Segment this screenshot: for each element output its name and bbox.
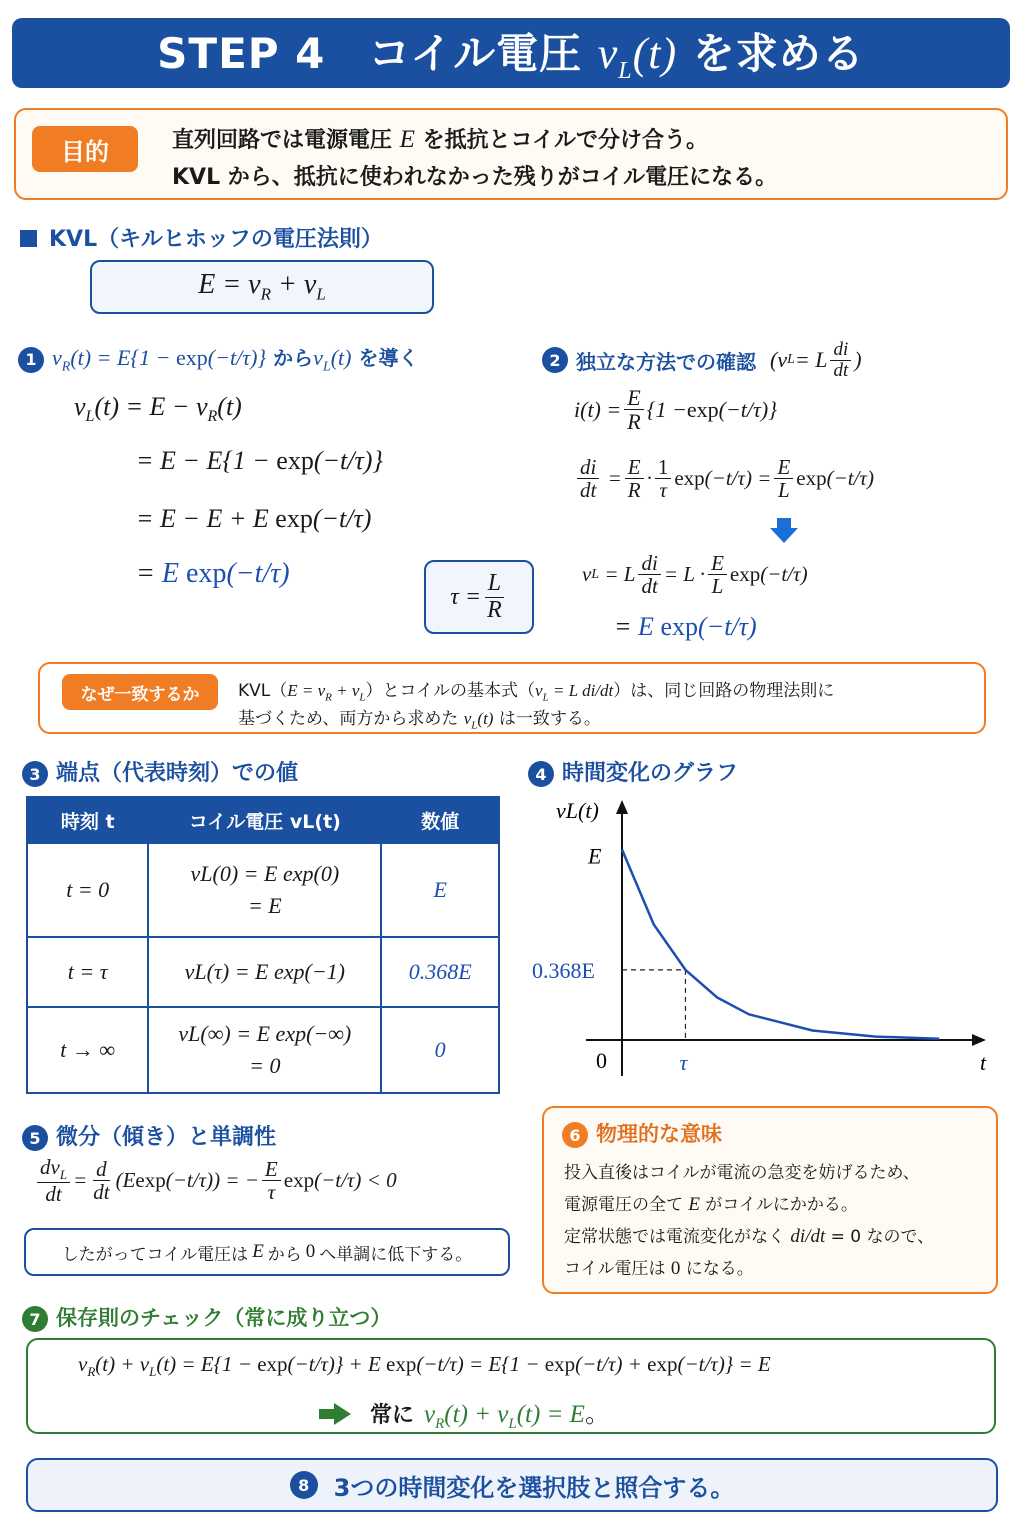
s7-conclusion-prefix: 常に [370, 1403, 415, 1428]
s2-didt-eq: $\frac{di}{dt}$ = $\frac{E}{R}$ · $\frac{1}{\tau}$ exp (−t/τ) = $\frac{E}{L}$ exp (−t/τ) [574, 456, 874, 501]
table-header-row [27, 797, 499, 843]
s1-line-1: $v_L(t) = E - v_R(t)$ [74, 392, 242, 426]
s1-line-2: = E − E{1 − exp(−t/τ)} [136, 446, 383, 475]
kvl-formula-box [90, 260, 434, 314]
s6-line-2: 電源電圧の全て E がコイルにかかる。 [564, 1194, 858, 1215]
final-step-box [26, 1458, 998, 1512]
decay-chart [524, 790, 1004, 1090]
s2-vl-eq: v L = L $\frac{di}{dt}$ = L · $\frac{E}{L}$ exp (−t/τ) [582, 551, 808, 599]
s1-line-3: = E − E + E exp(−t/τ) [136, 504, 372, 533]
why-line-1: $KVL(E = v_R + v_L)$とコイルの基本式（$v_L = L$ di/dt）は、同じ回路の物理法則に [238, 681, 835, 704]
table-cell-value: 0 [381, 1007, 499, 1093]
why-line-2: 基づくため、両方から求めた $v_L(t)$ は一致する。 [238, 709, 601, 732]
table-row [27, 1007, 499, 1093]
table-cell-time: t = 0 [27, 843, 148, 937]
s1-heading: 1 $v_R(t) = E\{1 - \exp(-t/\tau)\}$ から$v_L(t)$ を導く [18, 342, 418, 375]
table-cell-expr [148, 843, 381, 937]
number-2-icon: 2 [542, 347, 568, 373]
s2-heading-text: 独立な方法での確認 [576, 349, 756, 374]
page-title-display: STEP 4 コイル電圧 $v_L(t)$ を求める [157, 29, 865, 84]
s6-heading [562, 1118, 722, 1148]
x-axis-label: t [980, 1050, 987, 1075]
s5-formula: $\frac{dv_L}{dt}$ = $\frac{d}{dt}$ (E exp (−t/τ)) = − $\frac{E}{\tau}$ exp (−t/τ) < 0 [34, 1156, 397, 1205]
s6-line-3: 定常状態では電流変化がなく di/dt = 0 なので、 [564, 1226, 935, 1247]
kvl-formula: $E = v_R + v_L$ [198, 269, 326, 304]
table-cell-expr-1: vL(τ) = E exp(−1) [184, 959, 346, 984]
table-cell-expr [148, 1007, 381, 1093]
s2-result: = E exp(−t/τ) [614, 612, 757, 641]
kvl-heading-text: KVL（キルヒホッフの電圧法則） [49, 227, 383, 252]
page-title [12, 18, 1010, 88]
table-cell-expr-2: = E [247, 893, 282, 918]
y-axis-arrow [616, 800, 628, 814]
table-cell-expr-1: vL(∞) = E exp(−∞) [178, 1021, 352, 1047]
s2-heading: 2 独立な方法での確認 (v L = L $\frac{di}{dt}$ ) [542, 340, 862, 381]
y-axis-label: vL(t) [556, 798, 599, 823]
table-row [27, 937, 499, 1007]
x-axis-arrow [972, 1034, 986, 1046]
table-header-voltage: コイル電圧 vL(t) [148, 797, 381, 843]
s4-heading [528, 756, 738, 787]
number-7-icon: 7 [22, 1306, 48, 1332]
origin-label: 0 [596, 1048, 607, 1073]
s2-i-eq: i(t) = $\frac{E}{R}$ {1 − exp (−t/τ)} [574, 385, 778, 435]
table-cell-value: 0.368E [381, 937, 499, 1007]
s7-heading [22, 1302, 391, 1332]
table-header-value: 数値 [381, 797, 499, 843]
number-8-icon: 8 [290, 1471, 318, 1499]
tau-box: τ = $\frac{L}{R}$ [424, 560, 534, 634]
purpose-tag: 目的 [32, 126, 138, 172]
number-4-icon: 4 [528, 761, 554, 787]
s7-equation: $v_R(t) + v_L(t) = E\{1 - \exp(-t/\tau)\} + E$ exp(−t/τ) = E{1 − exp(−t/τ) + exp(−t/τ)} = E [78, 1352, 771, 1380]
s5-note: したがってコイル電圧は E から 0 へ単調に低下する。 [24, 1228, 510, 1276]
table-row [27, 843, 499, 937]
s5-heading [22, 1120, 276, 1151]
table-cell-time: t → ∞ [27, 1007, 148, 1093]
s3-heading-text: 端点（代表時刻）での値 [56, 761, 299, 786]
purpose-line-1: 直列回路では電源電圧 E を抵抗とコイルで分け合う。 [172, 126, 708, 153]
table-cell-value: E [381, 843, 499, 937]
why-box [38, 662, 986, 734]
s6-line-4: コイル電圧は 0 になる。 [564, 1258, 754, 1279]
y-tick-label-0368E: 0.368E [532, 957, 595, 983]
s7-conclusion-eq: $v_R(t) + v_L(t) = E$。 [424, 1401, 610, 1432]
number-6-icon: 6 [562, 1122, 588, 1148]
s6-heading-text: 物理的な意味 [596, 1122, 722, 1146]
table-cell-expr [148, 937, 381, 1007]
kvl-heading [20, 222, 383, 253]
number-3-icon: 3 [22, 761, 48, 787]
arrow-right-icon [318, 1402, 352, 1426]
s3-heading [22, 756, 298, 787]
arrow-down-icon [768, 516, 800, 544]
table-header-time: 時刻 t [27, 797, 148, 843]
table-cell-expr-2: = 0 [249, 1053, 281, 1078]
purpose-box [14, 108, 1008, 200]
purpose-line-2: KVL から、抵抗に使われなかった残りがコイル電圧になる。 [172, 165, 778, 190]
number-1-icon: 1 [18, 347, 44, 373]
values-table [26, 796, 500, 1094]
s1-line-4: = E exp(−t/τ) [136, 558, 290, 589]
y-tick-label-E: E [588, 843, 602, 869]
s5-heading-text: 微分（傾き）と単調性 [56, 1125, 277, 1150]
physical-meaning-box [542, 1106, 998, 1294]
why-tag: なぜ一致するか [62, 674, 218, 710]
table-cell-expr-1: vL(0) = E exp(0) [190, 861, 340, 887]
conservation-box [26, 1338, 996, 1434]
final-step-text: 3つの時間変化を選択肢と照合する。 [333, 1473, 735, 1502]
s4-heading-text: 時間変化のグラフ [562, 761, 739, 786]
s7-heading-text: 保存則のチェック（常に成り立つ） [56, 1306, 392, 1330]
square-icon [20, 230, 37, 247]
x-tick-label-tau: τ [679, 1050, 688, 1075]
series-line [622, 850, 939, 1039]
table-cell-time: t = τ [27, 937, 148, 1007]
number-5-icon: 5 [22, 1125, 48, 1151]
s6-line-1: 投入直後はコイルが電流の急変を妨げるため、 [564, 1163, 920, 1183]
s7-conclusion [318, 1394, 610, 1433]
